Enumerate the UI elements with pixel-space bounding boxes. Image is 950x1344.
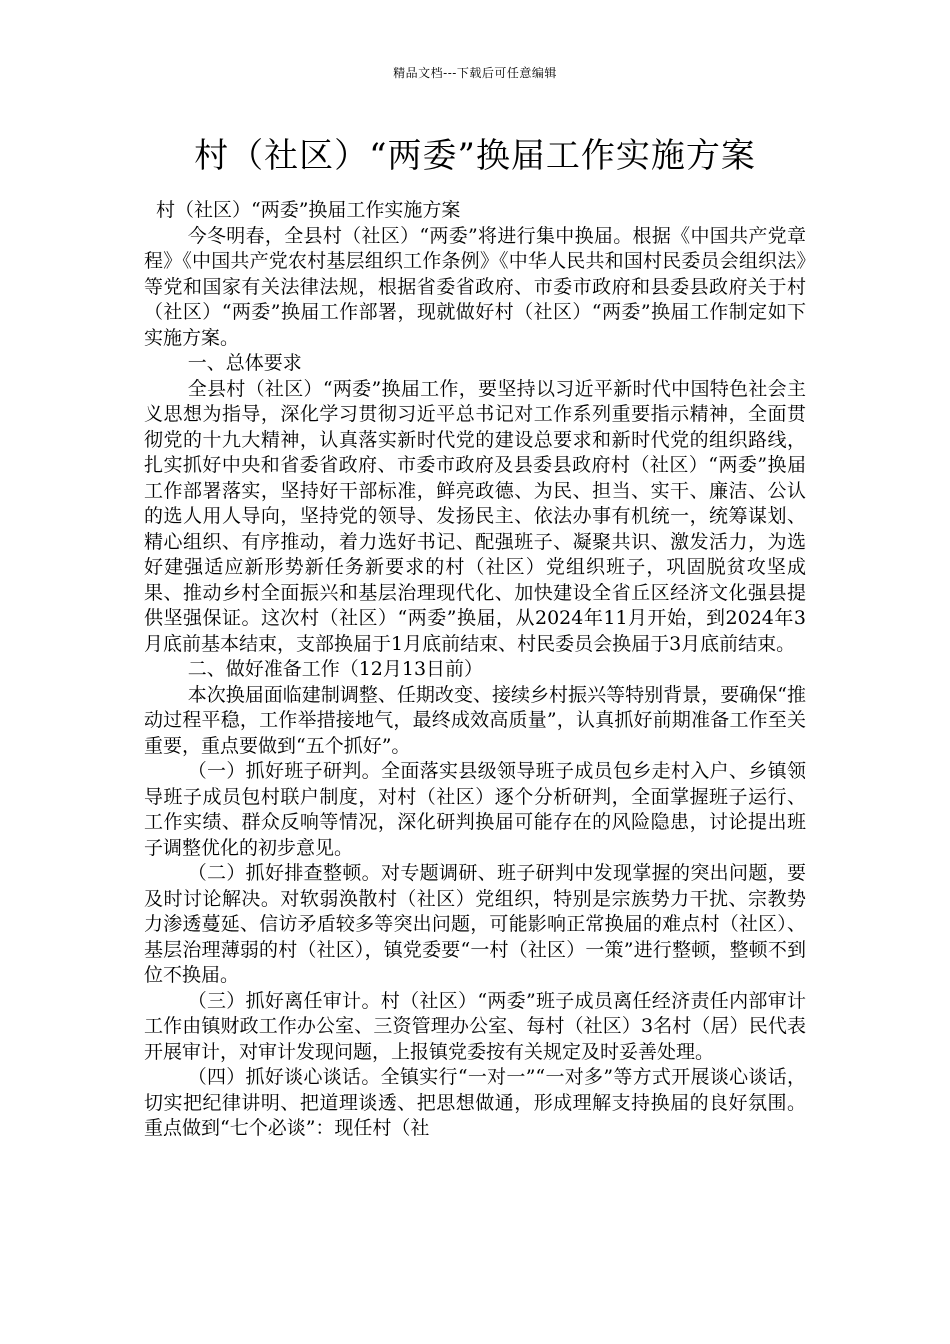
paragraph-team-assessment: （一）抓好班子研判。全面落实县级领导班子成员包乡走村入户、乡镇领导班子成员包村联户制度，对村（社区）逐个分析研判，全面掌握班子运行、工作实绩、群众反响等情况，深化研判换届可能存在的风险隐患，讨论提出班子调整优化的初步意见。 [144,760,806,859]
paragraph-inspection: （二）抓好排查整顿。对专题调研、班子研判中发现掌握的突出问题，要及时讨论解决。对软弱涣散村（社区）党组织，特别是宗族势力干扰、宗教势力渗透蔓延、信访矛盾较多等突出问题，可能影响正常换届的难点村（社区）、基层治理薄弱的村（社区），镇党委要“一村（社区）一策”进行整顿，整顿不到位不换届。 [144,862,806,986]
document-body [144,198,806,1142]
document-title: 村（社区）“两委”换届工作实施方案 [194,136,756,176]
paragraph-intro: 今冬明春，全县村（社区）“两委”将进行集中换届。根据《中国共产党章程》《中国共产党农村基层组织工作条例》《中华人民共和国村民委员会组织法》等党和国家有关法律法规，根据省委省政府、市委市政府和县委县政府关于村（社区）“两委”换届工作部署，现就做好村（社区）“两委”换届工作制定如下实施方案。 [144,224,806,349]
paragraph-audit: （三）抓好离任审计。村（社区）“两委”班子成员离任经济责任内部审计工作由镇财政工作办公室、三资管理办公室、每村（社区）3名村（居）民代表开展审计，对审计发现问题，上报镇党委按有关规定及时妥善处理。 [144,989,806,1063]
section-heading-2: 二、做好准备工作（12月13日前） [187,658,484,680]
paragraph-preparation: 本次换届面临建制调整、任期改变、接续乡村振兴等特别背景，要确保“推动过程平稳，工作举措接地气，最终成效高质量”，认真抓好前期准备工作至关重要，重点要做到“五个抓好”。 [144,683,806,757]
section-heading-1: 一、总体要求 [187,352,302,374]
paragraph-general-requirements: 全县村（社区）“两委”换届工作，要坚持以习近平新时代中国特色社会主义思想为指导，深化学习贯彻习近平总书记对工作系列重要指示精神，全面贯彻党的十九大精神，认真落实新时代党的建设总要求和新时代党的组织路线，扎实抓好中央和省委省政府、市委市政府及县委县政府村（社区）“两委”换届工作部署落实，坚持好干部标准，鲜亮政德、为民、担当、实干、廉洁、公认的选人用人导向，坚持党的领导、发扬民主、依法办事有机统一，统筹谋划、精心组织、有序推动，着力选好书记、配强班子、凝聚共识、激发活力，为选好建强适应新形势新任务新要求的村（社区）党组织班子，巩固脱贫攻坚成果、推动乡村全面振兴和基层治理现代化、加快建设全省丘区经济文化强县提供坚强保证。这次村（社区）“两委”换届，从2024年11月开始，到2024年3月底前基本结束，支部换届于1月底前结束、村民委员会换届于3月底前结束。 [144,377,806,655]
header-note: 精品文档---下载后可任意编辑 [393,66,557,80]
subtitle-line: 村（社区）“两委”换届工作实施方案 [156,199,461,221]
paragraph-talks: （四）抓好谈心谈话。全镇实行“一对一”“一对多”等方式开展谈心谈话，切实把纪律讲明、把道理谈透、把思想做通，形成理解支持换届的良好氛围。重点做到“七个必谈”：现任村（社 [144,1066,806,1139]
